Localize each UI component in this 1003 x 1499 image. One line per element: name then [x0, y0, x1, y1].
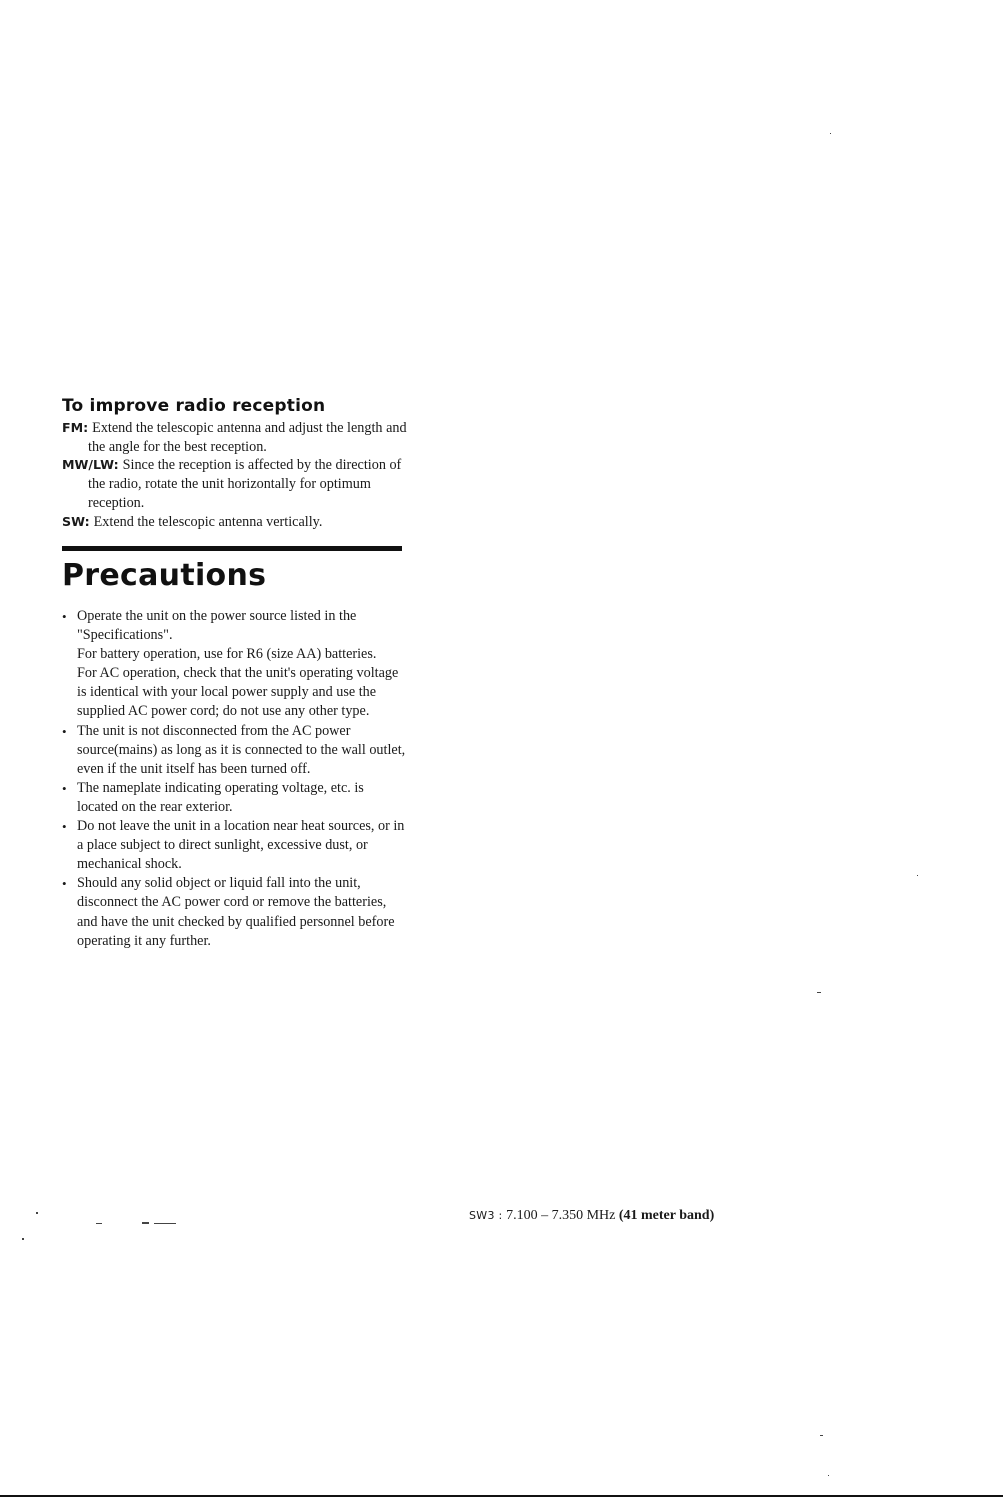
- section-divider: [62, 546, 402, 551]
- reception-section: [62, 396, 407, 531]
- band-code: SW3 :: [469, 1209, 503, 1222]
- scan-speck: [817, 992, 821, 993]
- scan-speck: [154, 1223, 176, 1224]
- precaution-item: [62, 722, 407, 779]
- precaution-paragraph: • Operate the unit on the power source listed in the "Specifications".: [77, 608, 357, 644]
- scan-speck: [917, 875, 918, 876]
- reception-text: Extend the telescopic antenna and adjust the length and the angle for the best reception.: [88, 420, 407, 455]
- footer-band-line: [469, 1208, 714, 1224]
- reception-heading: To improve radio reception: [62, 396, 326, 416]
- precaution-item: [62, 874, 407, 950]
- reception-item-mwlw: [62, 456, 407, 512]
- precaution-paragraph: • Do not leave the unit in a location near heat sources, or in a place subject to direct sunlight, excessive dust, or mechanical shock.: [77, 818, 405, 873]
- scan-speck: [22, 1238, 24, 1240]
- reception-item-sw: [62, 513, 407, 532]
- scan-speck: [828, 1475, 829, 1476]
- precaution-paragraph: • Should any solid object or liquid fall into the unit, disconnect the AC power cord or remove the batteries, and have the unit checked by qualified personnel before operating it any further.: [77, 875, 395, 949]
- page-bottom-rule: [0, 1495, 1003, 1497]
- scan-speck: [830, 133, 831, 134]
- precaution-item: [62, 779, 407, 817]
- precaution-item: [62, 607, 407, 722]
- reception-key: FM:: [62, 420, 89, 435]
- precaution-paragraph: For AC operation, check that the unit's operating voltage is identical with your local power supply and use the supplied AC power cord; do not use any other type.: [77, 665, 399, 720]
- precautions-title: Precautions: [62, 558, 267, 593]
- reception-key: SW:: [62, 513, 90, 529]
- precaution-paragraph: For battery operation, use for R6 (size AA) batteries.: [77, 646, 377, 663]
- precaution-paragraph: • The nameplate indicating operating voltage, etc. is located on the rear exterior.: [77, 779, 364, 815]
- precaution-paragraph: • The unit is not disconnected from the AC power source(mains) as long as it is connected to the wall outlet, even if the unit itself has been turned off.: [77, 722, 406, 777]
- scan-speck: [820, 1435, 823, 1436]
- scan-speck: [96, 1223, 102, 1224]
- band-note: (41 meter band): [618, 1208, 715, 1223]
- reception-key: MW/LW:: [62, 457, 119, 473]
- reception-item-fm: [62, 419, 407, 456]
- reception-text: Since the reception is affected by the direction of the radio, rotate the unit horizontally for optimum reception.: [88, 457, 402, 511]
- reception-text: Extend the telescopic antenna vertically.: [93, 513, 323, 530]
- precaution-item: [62, 817, 407, 874]
- scan-speck: [36, 1212, 38, 1214]
- scan-speck: [142, 1222, 149, 1224]
- band-range: 7.100 – 7.350 MHz: [506, 1208, 616, 1223]
- precautions-list: [62, 607, 407, 951]
